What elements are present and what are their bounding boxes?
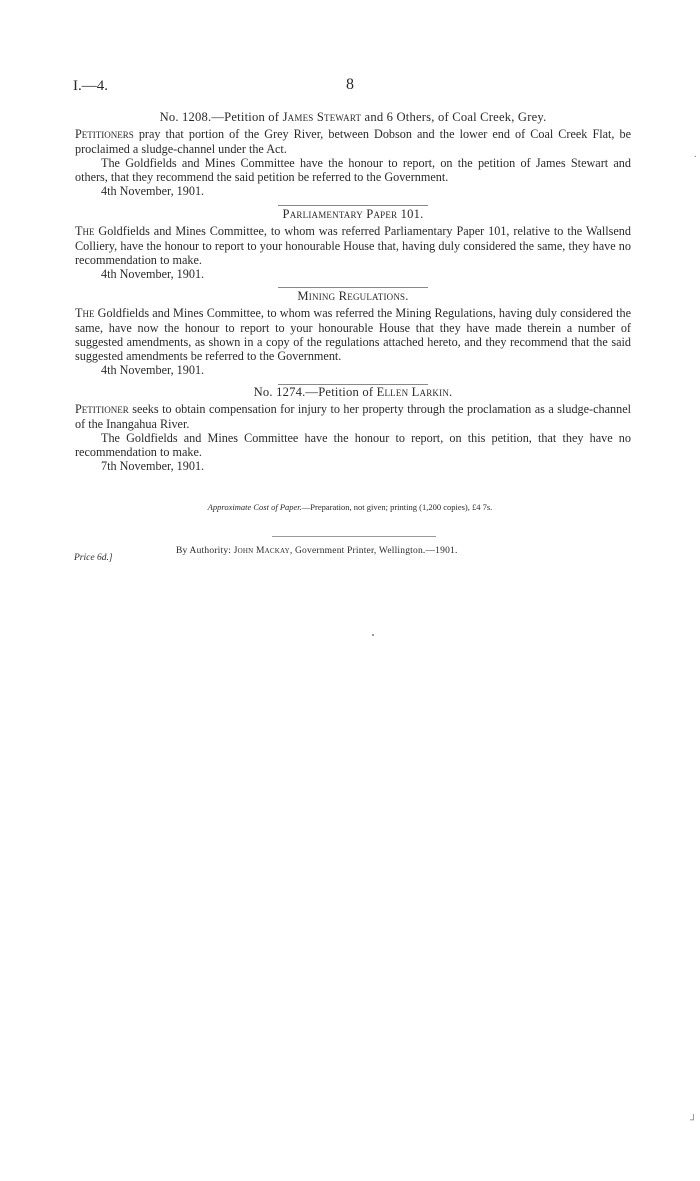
- section-mining-regulations: [75, 289, 631, 395]
- paragraph: The Goldfields and Mines Committee, to whom was referred the Mining Regulations, having duly considered the same, have now the honour to report to your honourable House that they have made therein a number of suggested amendments, as shown in a copy of the regulations attached hereto, and they recommend that the said suggested amendments be referred to the Government.: [75, 306, 631, 364]
- date-line: 4th November, 1901.: [101, 363, 205, 378]
- paragraph: The Goldfields and Mines Committee have the honour to report, on this petition, that they have no recommendation to make.: [75, 430, 631, 460]
- section-parliamentary-paper: [75, 207, 631, 298]
- page-number: 8: [346, 76, 354, 93]
- scan-mark: ┘: [689, 1115, 697, 1126]
- paragraph: Petitioner seeks to obtain compensation for injury to her property through the proclamation as a sludge-channel of the Inangahua River.: [75, 402, 631, 431]
- section-heading: No. 1274.—Petition of Ellen Larkin.: [253, 385, 453, 399]
- date-line: 4th November, 1901.: [101, 184, 205, 199]
- section-heading: Parliamentary Paper 101.: [282, 207, 424, 221]
- date-line: 7th November, 1901.: [101, 459, 205, 474]
- paper-reference: I.—4.: [73, 78, 108, 94]
- cost-note: Approximate Cost of Paper.—Preparation, not given; printing (1,200 copies), £4 7s.: [207, 502, 493, 512]
- price-note: Price 6d.]: [74, 553, 113, 563]
- paragraph: Petitioners pray that portion of the Grey River, between Dobson and the lower end of Coal Creek Flat, be proclaimed a sludge-channel under the Act.: [75, 127, 631, 156]
- section-petition-1274: [75, 385, 631, 474]
- paragraph: The Goldfields and Mines Committee, to whom was referred Parliamentary Paper 101, relative to the Wallsend Colliery, have the honour to report to your honourable House that, having duly considered the same, they have no recommendation to make.: [75, 224, 631, 267]
- scan-speck: [372, 634, 374, 636]
- date-line: 4th November, 1901.: [101, 267, 205, 282]
- section-petition-1208: [75, 110, 631, 216]
- footer-divider: [272, 536, 436, 537]
- section-heading: Mining Regulations.: [297, 289, 409, 303]
- paragraph: The Goldfields and Mines Committee have the honour to report, on the petition of James Stewart and others, that they recommend the said petition be referred to the Government.: [75, 155, 631, 185]
- section-heading: No. 1208.—Petition of James Stewart and 6 Others, of Coal Creek, Grey.: [159, 110, 547, 124]
- printer-authority: By Authority: John Mackay, Government Printer, Wellington.—1901.: [176, 546, 458, 556]
- section-divider: [278, 205, 428, 206]
- scan-mark: ·: [693, 152, 697, 163]
